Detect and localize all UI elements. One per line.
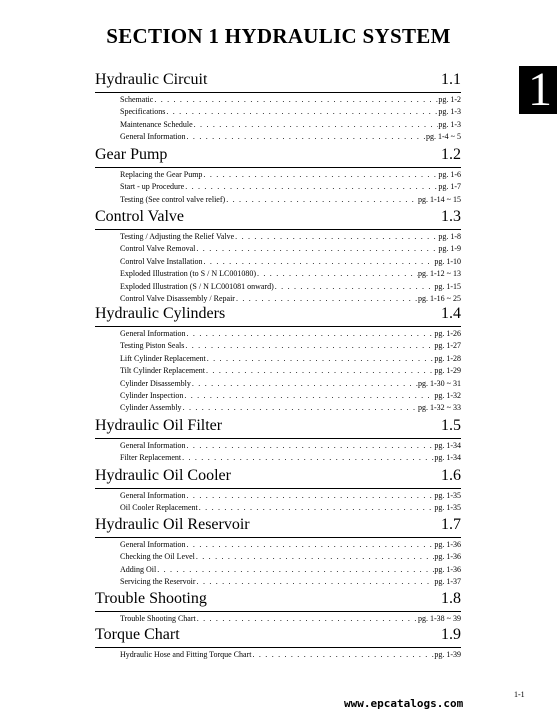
toc-section — [95, 626, 461, 661]
toc-entry-list — [95, 94, 461, 144]
toc-entry-page: pg. 1-3 — [438, 107, 461, 117]
toc-entry-label: General Information — [120, 441, 186, 450]
toc-entry-list — [95, 328, 461, 415]
toc-section-number: 1.9 — [441, 626, 461, 643]
dot-leader — [252, 649, 435, 661]
toc-entry-label: Control Valve Removal — [120, 244, 196, 254]
dot-leader — [234, 231, 438, 243]
toc-entry-label: General Information — [120, 540, 186, 549]
toc-section-heading — [95, 590, 461, 612]
toc-entry — [120, 502, 461, 514]
dot-leader — [186, 131, 426, 143]
dot-leader — [153, 94, 438, 106]
toc-section-number: 1.7 — [441, 516, 461, 533]
dot-leader — [205, 365, 434, 377]
toc-entry-label: Hydraulic Hose and Fitting Torque Chart — [120, 650, 252, 659]
toc-entry-label: Specifications — [120, 107, 166, 117]
dot-leader — [203, 256, 435, 268]
dot-leader — [186, 539, 435, 551]
toc-entry-page: pg. 1-32 — [434, 391, 461, 401]
toc-entry-page: pg. 1-26 — [434, 329, 461, 338]
toc-section — [95, 71, 461, 144]
toc-entry-label: Testing / Adjusting the Relief Valve — [120, 232, 235, 241]
toc-entry — [120, 106, 461, 118]
toc-entry — [120, 181, 461, 193]
toc-section — [95, 208, 461, 305]
toc-section-number: 1.2 — [441, 146, 461, 163]
toc-section-heading — [95, 71, 461, 93]
toc-entry-page: pg. 1-12 ~ 13 — [418, 269, 461, 279]
toc-entry — [120, 402, 461, 414]
dot-leader — [225, 194, 418, 206]
page-number: 1-1 — [514, 690, 525, 699]
toc-entry-page: pg. 1-39 — [434, 650, 461, 659]
toc-section-number: 1.6 — [441, 467, 461, 484]
toc-section-heading — [95, 626, 461, 648]
toc-section-title: Hydraulic Cylinders — [95, 305, 226, 322]
dot-leader — [181, 452, 434, 464]
toc-entry-label: Tilt Cylinder Replacement — [120, 366, 206, 376]
toc-entry-page: pg. 1-27 — [434, 341, 461, 351]
dot-leader — [182, 402, 418, 414]
toc-entry-label: Exploded Illustration (S / N LC001081 onward) — [120, 281, 274, 291]
toc-section — [95, 146, 461, 206]
toc-entry-list — [95, 613, 461, 625]
dot-leader — [198, 502, 435, 514]
toc-entry — [120, 194, 461, 206]
page-title: SECTION 1 HYDRAULIC SYSTEM — [106, 24, 451, 48]
toc-entry-list — [95, 490, 461, 515]
toc-entry-label: Filter Replacement — [120, 453, 182, 463]
toc-section-title: Gear Pump — [95, 146, 168, 163]
toc-entry — [120, 613, 461, 625]
toc-section-title: Control Valve — [95, 208, 185, 225]
toc-entry-page: pg. 1-38 ~ 39 — [418, 614, 461, 623]
toc-entry-label: Checking the Oil Level — [120, 552, 195, 562]
toc-entry — [120, 328, 461, 340]
toc-entry-page: pg. 1-6 — [438, 170, 461, 179]
toc-entry-label: Control Valve Disassembly / Repair — [120, 294, 235, 304]
toc-entry — [120, 440, 461, 452]
toc-entry-list — [95, 231, 461, 305]
toc-entry-page: pg. 1-3 — [438, 119, 461, 129]
toc-entry-page: pg. 1-35 — [434, 491, 461, 500]
toc-section-title: Hydraulic Oil Cooler — [95, 467, 231, 484]
toc-entry — [120, 564, 461, 576]
dot-leader — [195, 551, 434, 563]
toc-section — [95, 467, 461, 515]
toc-entry — [120, 452, 461, 464]
dot-leader — [274, 281, 435, 293]
toc-entry-page: pg. 1-36 — [434, 552, 461, 562]
dot-leader — [191, 378, 418, 390]
toc-entry — [120, 293, 461, 305]
toc-entry — [120, 649, 461, 661]
toc-entry — [120, 390, 461, 402]
toc-section-heading — [95, 417, 461, 439]
toc-section-number: 1.8 — [441, 590, 461, 607]
dot-leader — [202, 169, 438, 181]
toc-entry-label: General Information — [120, 491, 186, 500]
toc-entry-page: pg. 1-4 ~ 5 — [426, 132, 461, 142]
toc-entry-page: pg. 1-36 — [434, 564, 461, 574]
toc-section-heading — [95, 467, 461, 489]
toc-entry-label: Cylinder Disassembly — [120, 378, 191, 388]
toc-entry-page: pg. 1-7 — [438, 182, 461, 192]
toc-entry — [120, 94, 461, 106]
section-tab — [519, 63, 557, 116]
dot-leader — [165, 106, 438, 118]
toc-entry-page: pg. 1-29 — [434, 366, 461, 376]
toc-section-title: Trouble Shooting — [95, 590, 207, 607]
toc-section-title: Torque Chart — [95, 626, 180, 643]
toc-entry-label: Cylinder Assembly — [120, 403, 182, 413]
dot-leader — [193, 119, 439, 131]
toc-entry-label: Schematic — [120, 95, 154, 104]
dot-leader — [184, 181, 438, 193]
toc-entry-page: pg. 1-15 — [434, 281, 461, 291]
toc-entry-label: Lift Cylinder Replacement — [120, 353, 206, 363]
toc-entry — [120, 231, 461, 243]
toc-entry-list — [95, 649, 461, 661]
dot-leader — [156, 564, 434, 576]
toc-entry — [120, 281, 461, 293]
toc-section-heading — [95, 516, 461, 538]
toc-entry-label: General Information — [120, 329, 186, 338]
toc-entry-page: pg. 1-10 — [434, 256, 461, 266]
toc-entry-page: pg. 1-30 ~ 31 — [418, 378, 461, 388]
toc-entry — [120, 243, 461, 255]
toc-section-title: Hydraulic Circuit — [95, 71, 208, 88]
toc-entry — [120, 551, 461, 563]
toc-entry-label: Exploded Illustration (to S / N LC001080) — [120, 269, 256, 279]
toc-entry — [120, 378, 461, 390]
dot-leader — [196, 613, 418, 625]
toc-entry — [120, 576, 461, 588]
toc-section — [95, 417, 461, 465]
toc-section-number: 1.5 — [441, 417, 461, 434]
section-tab-number: 1 — [528, 63, 552, 116]
toc-entry-page: pg. 1-34 — [434, 453, 461, 463]
toc-entry-page: pg. 1-28 — [434, 353, 461, 363]
dot-leader — [256, 268, 418, 280]
toc-entry-label: Replacing the Gear Pump — [120, 170, 203, 179]
toc-entry-page: pg. 1-36 — [434, 540, 461, 549]
toc-section-heading — [95, 305, 461, 327]
dot-leader — [195, 243, 438, 255]
toc-entry-label: Testing (See control valve relief) — [120, 194, 226, 204]
toc-entry-page: pg. 1-9 — [438, 244, 461, 254]
toc-entry-list — [95, 539, 461, 589]
toc-entry — [120, 131, 461, 143]
toc-section-heading — [95, 146, 461, 168]
dot-leader — [184, 340, 434, 352]
toc-entry — [120, 539, 461, 551]
toc-entry — [120, 490, 461, 502]
dot-leader — [186, 490, 435, 502]
dot-leader — [206, 353, 435, 365]
toc-entry-label: Testing Piston Seals — [120, 341, 185, 351]
toc-entry-page: pg. 1-8 — [438, 232, 461, 241]
toc-entry-label: Trouble Shooting Chart — [120, 614, 196, 623]
toc-entry — [120, 268, 461, 280]
toc-entry-page: pg. 1-35 — [434, 503, 461, 513]
toc-entry-page: pg. 1-37 — [434, 577, 461, 587]
toc-section-number: 1.1 — [441, 71, 461, 88]
dot-leader — [235, 293, 418, 305]
toc-entry-label: Servicing the Reservoir — [120, 577, 196, 587]
toc-entry-page: pg. 1-32 ~ 33 — [418, 403, 461, 413]
toc-entry — [120, 353, 461, 365]
toc-section-title: Hydraulic Oil Filter — [95, 417, 223, 434]
dot-leader — [186, 328, 435, 340]
toc-section — [95, 305, 461, 415]
toc-section-number: 1.4 — [441, 305, 461, 322]
toc-entry-label: Adding Oil — [120, 564, 157, 574]
toc-section-title: Hydraulic Oil Reservoir — [95, 516, 250, 533]
dot-leader — [196, 576, 435, 588]
dot-leader — [183, 390, 434, 402]
toc-entry-list — [95, 440, 461, 465]
toc-section — [95, 590, 461, 625]
toc-entry-label: Cylinder Inspection — [120, 391, 184, 401]
toc-entry — [120, 365, 461, 377]
toc-entry-page: pg. 1-16 ~ 25 — [418, 294, 461, 304]
toc-entry — [120, 119, 461, 131]
toc-entry — [120, 256, 461, 268]
toc-entry-label: Start - up Procedure — [120, 182, 185, 192]
toc-entry-page: pg. 1-2 — [438, 95, 461, 104]
toc-section-heading — [95, 208, 461, 230]
toc-entry-page: pg. 1-34 — [434, 441, 461, 450]
toc-entry — [120, 169, 461, 181]
toc-entry-list — [95, 169, 461, 206]
toc-entry-label: Maintenance Schedule — [120, 119, 193, 129]
toc-entry — [120, 340, 461, 352]
toc-entry-label: General Information — [120, 132, 186, 142]
toc-entry-label: Oil Cooler Replacement — [120, 503, 198, 513]
toc-section-number: 1.3 — [441, 208, 461, 225]
toc-section — [95, 516, 461, 589]
toc-entry-label: Control Valve Installation — [120, 256, 203, 266]
toc-entry-page: pg. 1-14 ~ 15 — [418, 194, 461, 204]
watermark: www.epcatalogs.com — [344, 697, 464, 710]
dot-leader — [186, 440, 435, 452]
